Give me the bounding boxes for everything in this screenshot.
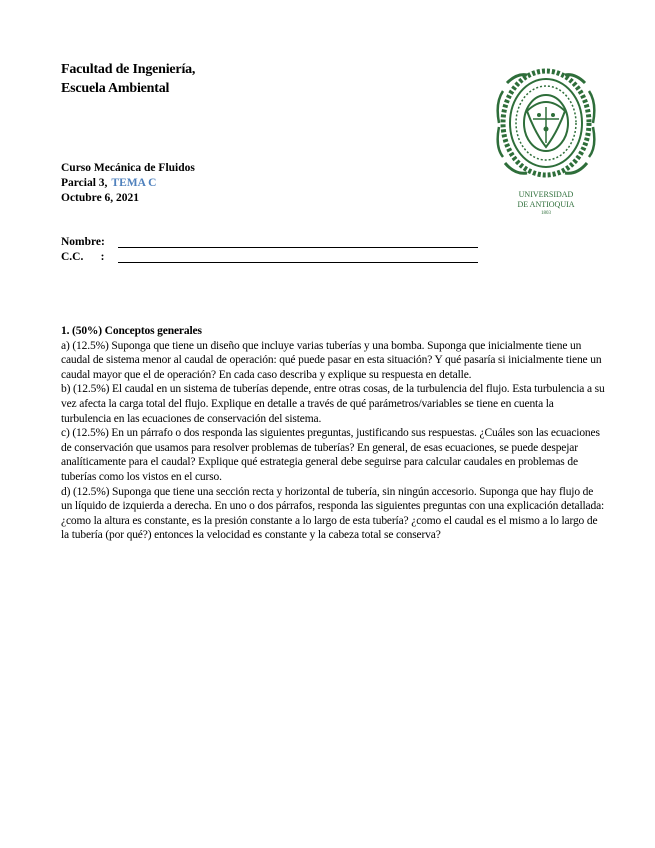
logo-text-line1: UNIVERSIDAD: [518, 190, 574, 199]
exam-label: Parcial 3,: [61, 177, 108, 189]
logo-text-line2: DE ANTIOQUIA: [517, 200, 575, 209]
tema-label: TEMA C: [111, 177, 157, 189]
logo-text-year: 1803: [541, 211, 551, 215]
question-c: c) (12.5%) En un párrafo o dos responda las siguientes preguntas, justificando sus respuestas. ¿Cuáles son las ecuaciones de conservación que usamos para resolver problemas de tuberías? En general, de esas ecuaciones, se puede despejar analíticamente para el caudal? Explique qué estrategia general debe seguirse para calcular caudales en problemas de tuberías como los vistos en el curso.: [61, 427, 600, 483]
university-seal-icon: [487, 63, 605, 215]
course-info: [61, 161, 195, 206]
question-heading: 1. (50%) Conceptos generales: [61, 325, 202, 337]
question-section: [61, 324, 606, 543]
question-d: d) (12.5%) Suponga que tiene una sección recta y horizontal de tubería, sin ningún accesorio. Suponga que hay flujo de un líquido de izquierda a derecha. En uno o dos párrafos, responda las siguientes preguntas con una explicación detallada: ¿como la altura es constante, es la presión constante a lo largo de esta tubería? ¿como el caudal es el mismo a lo largo de la tubería (por qué?) entonces la velocidad es constante y la cabeza total se conserva?: [61, 485, 605, 542]
question-b: b) (12.5%) El caudal en un sistema de tuberías depende, entre otras cosas, de la turbulencia del flujo. Esta turbulencia a su vez afecta la carga total del flujo. Explique en detalle a través de qué parámetros/variables se tiene en cuenta la turbulencia en las ecuaciones de conservación del sistema.: [61, 383, 605, 425]
university-logo: [487, 63, 605, 215]
question-a: a) (12.5%) Suponga que tiene un diseño que incluye varias tuberías y una bomba. Suponga que inicialmente tiene un caudal de sistema menor al caudal de operación: qué puede pasar en esta situación? Y qué pasaría si inicialmente tiene un caudal mayor que el de operación? En cada caso describa y explique su respuesta en detalle.: [61, 339, 602, 381]
id-field-line[interactable]: [118, 262, 478, 263]
name-field[interactable]: [61, 236, 117, 250]
exam-date: Octubre 6, 2021: [61, 192, 140, 204]
faculty-name: Facultad de Ingeniería,: [61, 62, 196, 77]
name-field-label: Nombre:: [61, 236, 105, 248]
id-field-label: C.C. :: [61, 251, 105, 263]
course-name: Curso Mecánica de Fluidos: [61, 162, 195, 174]
faculty-header: [61, 60, 195, 98]
id-field[interactable]: [61, 251, 117, 265]
school-name: Escuela Ambiental: [61, 81, 170, 96]
name-field-line[interactable]: [118, 247, 478, 248]
exam-line: [61, 176, 195, 191]
